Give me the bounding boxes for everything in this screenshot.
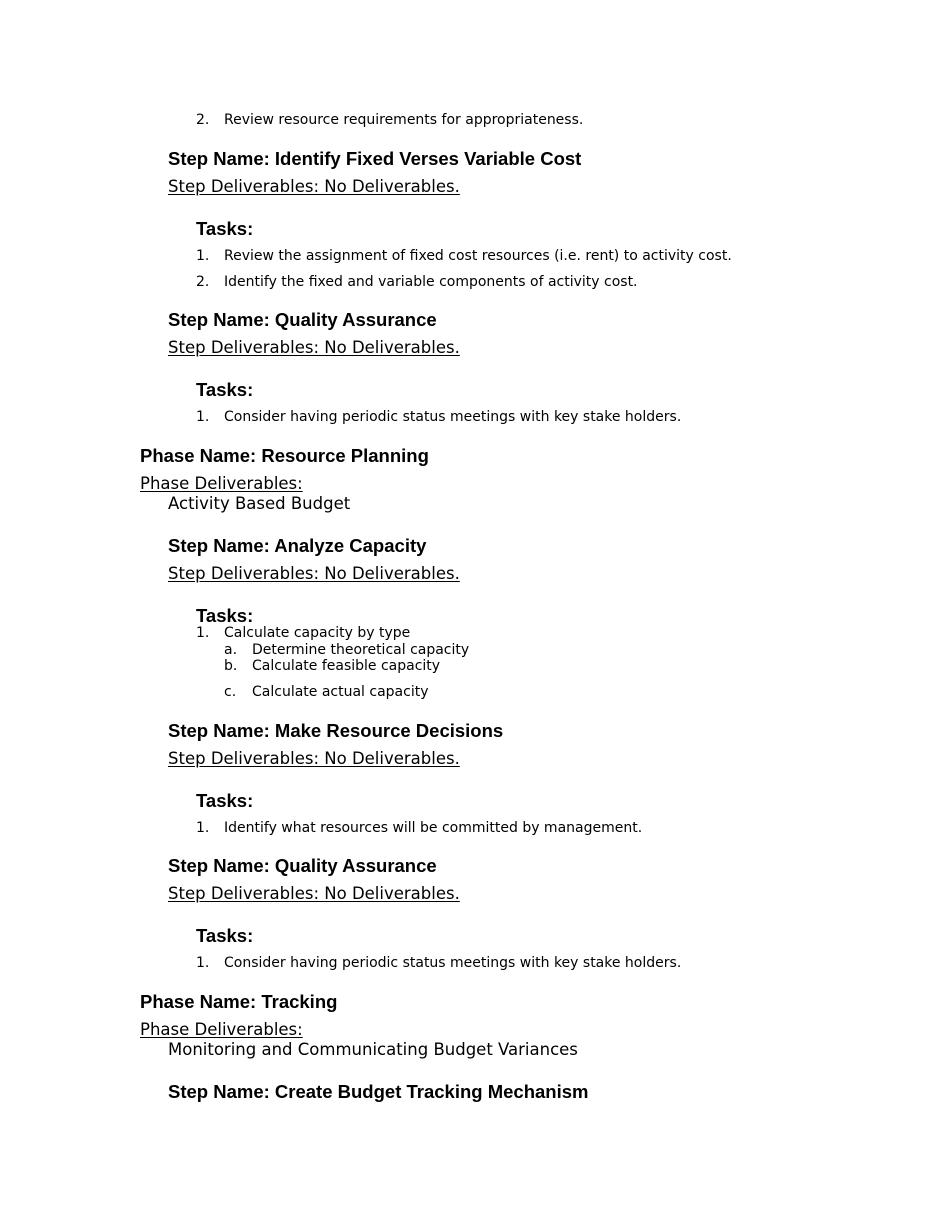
phase-deliverable: Activity Based Budget — [168, 494, 351, 513]
phase-deliverable: Monitoring and Communicating Budget Variances — [168, 1040, 578, 1059]
list-text: Identify the fixed and variable components of activity cost. — [224, 274, 638, 290]
phase-name: Phase Name: Resource Planning — [140, 445, 429, 466]
list-text: Determine theoretical capacity — [252, 642, 470, 658]
tasks-heading: Tasks: — [196, 379, 254, 400]
step-deliverables: Step Deliverables: No Deliverables. — [168, 749, 460, 768]
list-letter: c. — [224, 684, 237, 700]
list-text: Calculate actual capacity — [252, 684, 429, 700]
tasks-heading: Tasks: — [196, 605, 254, 626]
list-text: Review resource requirements for appropriateness. — [224, 112, 584, 128]
list-letter: b. — [224, 658, 238, 674]
list-number: 1. — [196, 625, 210, 641]
list-text: Review the assignment of fixed cost resources (i.e. rent) to activity cost. — [224, 248, 732, 264]
step-name: Step Name: Identify Fixed Verses Variable Cost — [168, 148, 582, 169]
list-number: 2. — [196, 112, 210, 128]
step-name: Step Name: Make Resource Decisions — [168, 720, 504, 741]
tasks-heading: Tasks: — [196, 790, 254, 811]
list-number: 2. — [196, 274, 210, 290]
phase-name: Phase Name: Tracking — [140, 991, 338, 1012]
step-name: Step Name: Quality Assurance — [168, 855, 437, 876]
step-deliverables: Step Deliverables: No Deliverables. — [168, 338, 460, 357]
list-letter: a. — [224, 642, 238, 658]
list-text: Identify what resources will be committed by management. — [224, 820, 643, 836]
list-text: Consider having periodic status meetings with key stake holders. — [224, 955, 682, 971]
step-name: Step Name: Create Budget Tracking Mechanism — [168, 1081, 589, 1102]
list-number: 1. — [196, 820, 210, 836]
phase-deliverables-label: Phase Deliverables: — [140, 1020, 303, 1039]
list-number: 1. — [196, 955, 210, 971]
phase-deliverables-label: Phase Deliverables: — [140, 474, 303, 493]
list-text: Calculate feasible capacity — [252, 658, 441, 674]
step-deliverables: Step Deliverables: No Deliverables. — [168, 884, 460, 903]
step-deliverables: Step Deliverables: No Deliverables. — [168, 564, 460, 583]
step-name: Step Name: Quality Assurance — [168, 309, 437, 330]
list-number: 1. — [196, 409, 210, 425]
step-deliverables: Step Deliverables: No Deliverables. — [168, 177, 460, 196]
tasks-heading: Tasks: — [196, 218, 254, 239]
list-text: Consider having periodic status meetings with key stake holders. — [224, 409, 682, 425]
list-text: Calculate capacity by type — [224, 625, 411, 641]
list-number: 1. — [196, 248, 210, 264]
tasks-heading: Tasks: — [196, 925, 254, 946]
step-name: Step Name: Analyze Capacity — [168, 535, 427, 556]
